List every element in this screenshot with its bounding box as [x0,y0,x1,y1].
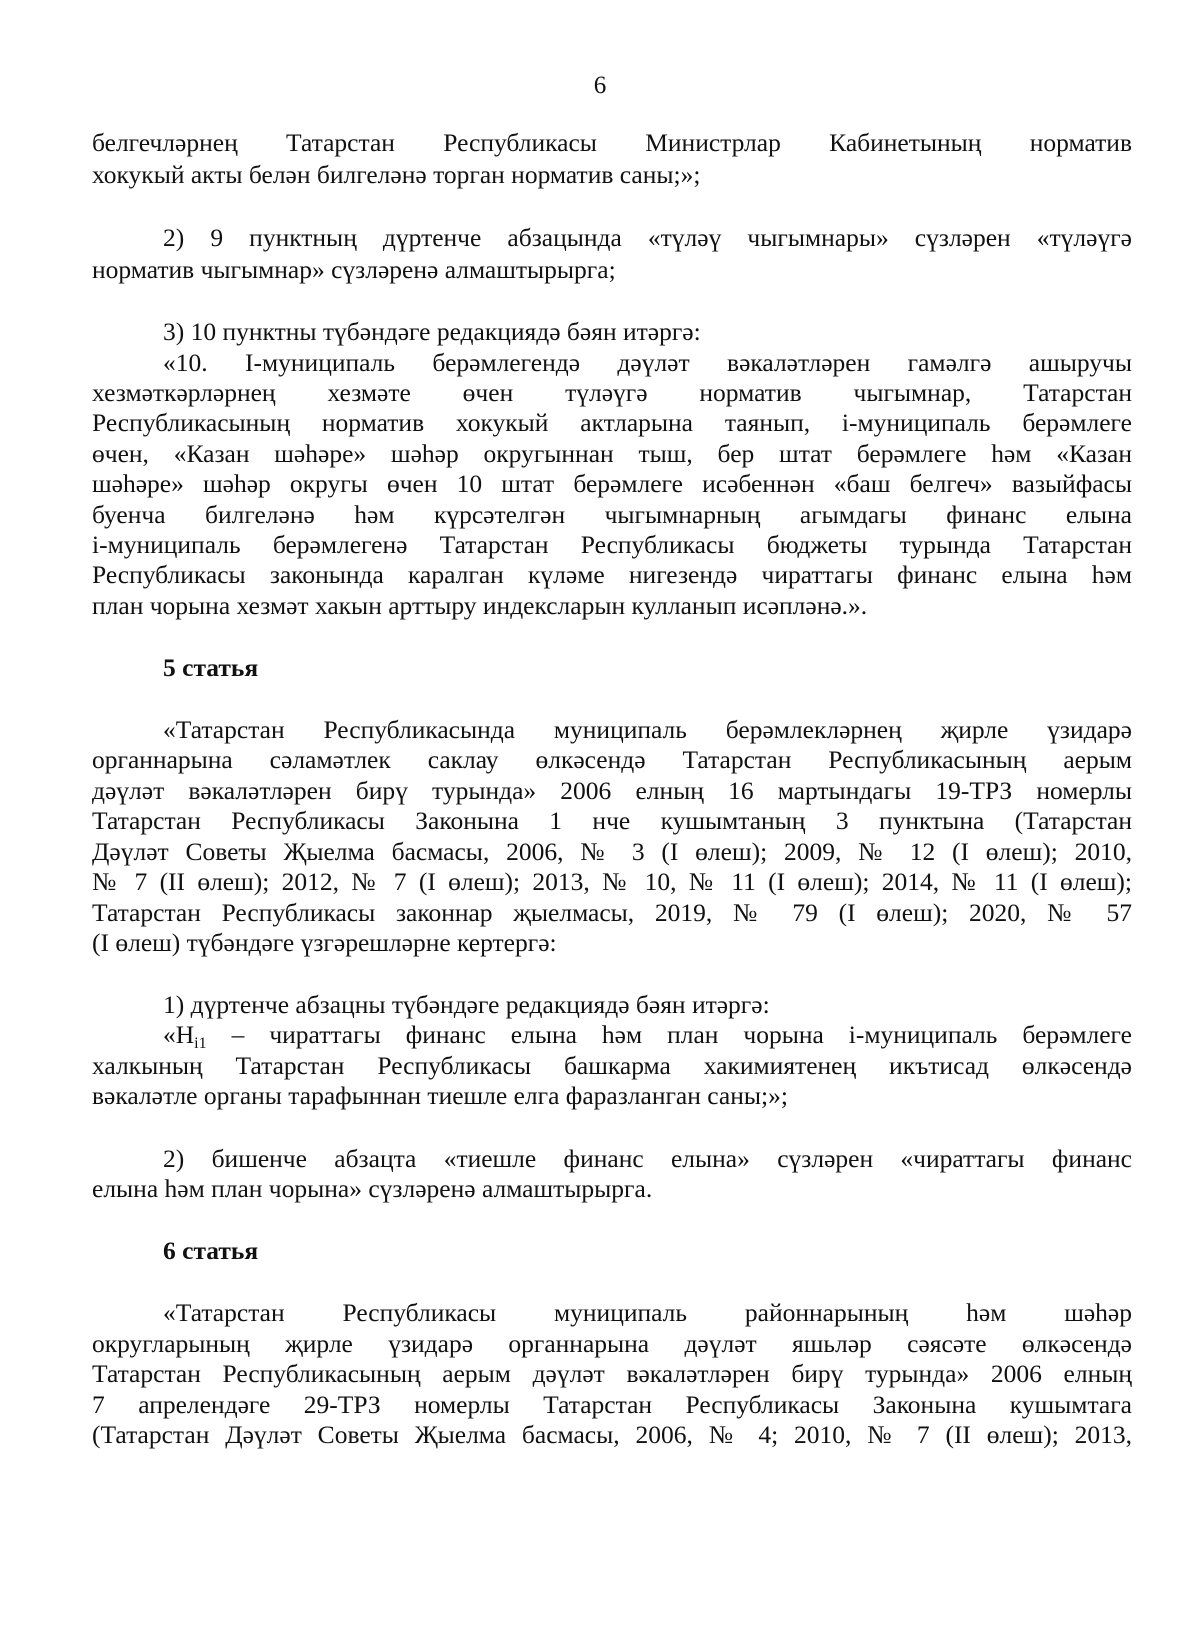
text-line: № 7 (II өлеш); 2012, № 7 (I өлеш); 2013, № 10, № 11 (I өлеш); 2014, № 11 (I өлеш); [92,867,1132,896]
text-line: 3) 10 пунктны түбәндәге редакциядә бәян итәргә: [163,317,701,346]
formula-definition: – чираттагы финанс елына һәм план чорына i-муниципаль берәмлеге [206,1020,1132,1049]
text-line: Татарстан Республикасы Законына 1 нче кушымтаның 3 пунктына (Татарстан [92,806,1132,835]
text-line: белгечләрнең Татарстан Республикасы Министрлар Кабинетының норматив [92,128,1132,157]
text-line: план чорына хезмәт хакын арттыру индексларын кулланып исәпләнә.». [92,591,868,620]
article-heading: 6 статья [163,1236,259,1265]
text-line: буенча билгеләнә һәм күрсәтелгән чыгымнарның агымдагы финанс елына [92,500,1132,529]
text-line: 2) 9 пунктның дүртенче абзацында «түләү чыгымнары» сүзләрен «түләүгә [163,223,1132,252]
text-line [163,1019,1132,1051]
text-line: халкының Татарстан Республикасы башкарма хакимиятенең икътисад өлкәсендә [92,1051,1132,1080]
text-line: шәһәре» шәһәр округы өчен 10 штат берәмлеге исәбеннән «баш белгеч» вазыйфасы [92,469,1132,498]
text-line: органнарына сәламәтлек саклау өлкәсендә Татарстан Республикасының аерым [92,745,1132,774]
text-line: i-муниципаль берәмлегенә Татарстан Республикасы бюджеты турында Татарстан [92,530,1132,559]
page-number: 6 [593,72,607,99]
text-line: округларының җирле үзидарә органнарына дәүләт яшьләр сәясәте өлкәсендә [92,1329,1132,1358]
text-line: «Татарстан Республикасында муниципаль берәмлекләрнең җирле үзидарә [163,715,1132,744]
text-line: норматив чыгымнар» сүзләренә алмаштырырга; [92,255,616,284]
text-line: дәүләт вәкаләтләрен бирү турында» 2006 елның 16 мартындагы 19-ТРЗ номерлы [92,776,1132,805]
text-line: Татарстан Республикасының аерым дәүләт вәкаләтләрен бирү турында» 2006 елның [92,1359,1132,1388]
text-line: 1) дүртенче абзацны түбәндәге редакциядә бәян итәргә: [163,990,770,1019]
text-line: хезмәткәрләрнең хезмәте өчен түләүгә норматив чыгымнар, Татарстан [92,378,1132,407]
article-heading: 5 статья [163,653,259,682]
text-line: (Татарстан Дәүләт Советы Җыелма басмасы, 2006, № 4; 2010, № 7 (II өлеш); 2013, [92,1420,1132,1449]
text-line: «10. I-муниципаль берәмлегендә дәүләт вәкаләтләрен гамәлгә ашыручы [163,348,1132,377]
formula-subscript: i1 [194,1035,207,1052]
text-line: Татарстан Республикасы законнар җыелмасы, 2019, № 79 (I өлеш); 2020, № 57 [92,898,1132,927]
text-line: Республикасы законында каралган күләме нигезендә чираттагы финанс елына һәм [92,560,1132,589]
text-line: хокукый акты белән билгеләнә торган норматив саны;»; [92,160,701,189]
text-line: Дәүләт Советы Җыелма басмасы, 2006, № 3 (I өлеш); 2009, № 12 (I өлеш); 2010, [92,837,1132,866]
text-line: 7 апрелендәге 29-ТРЗ номерлы Татарстан Республикасы Законына кушымтага [92,1390,1132,1419]
formula-symbol: «H [163,1020,195,1049]
text-line: 2) бишенче абзацта «тиешле финанс елына» сүзләрен «чираттагы финанс [163,1144,1132,1173]
text-line: (I өлеш) түбәндәге үзгәрешләрне кертергә: [92,928,557,957]
text-line: елына һәм план чорына» сүзләренә алмаштырырга. [92,1174,653,1203]
text-line: Республикасының норматив хокукый актларына таянып, i-муниципаль берәмлеге [92,408,1132,437]
text-line: «Татарстан Республикасы муниципаль районнарының һәм шәһәр [163,1298,1132,1327]
text-line: өчен, «Казан шәһәре» шәһәр округыннан тыш, бер штат берәмлеге һәм «Казан [92,439,1132,468]
text-line: вәкаләтле органы тарафыннан тиешле елга фаразланган саны;»; [92,1081,788,1110]
